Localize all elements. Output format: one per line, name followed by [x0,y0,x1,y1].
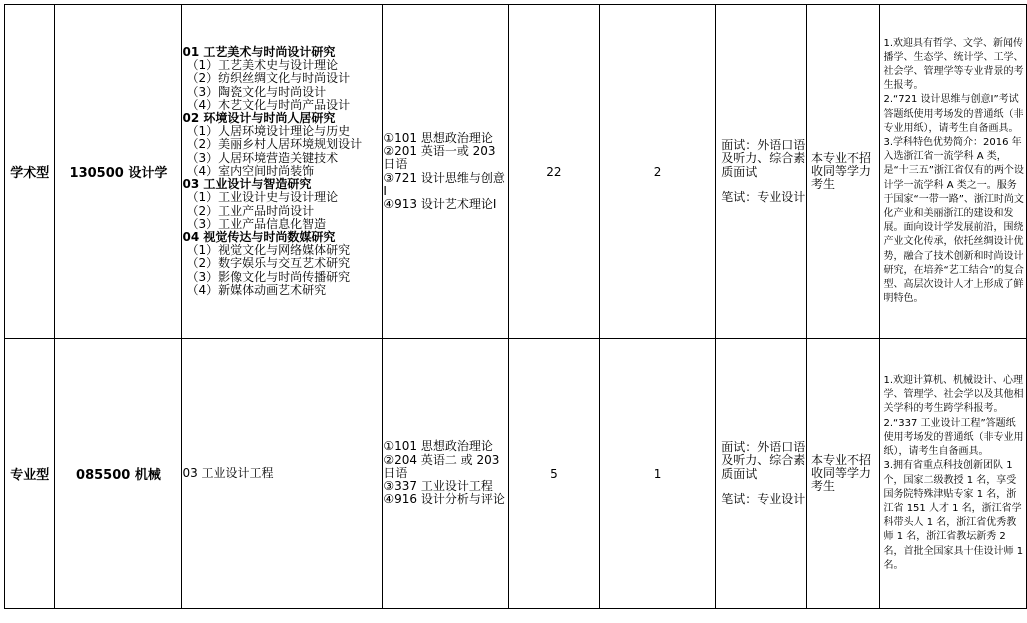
notes-cell [879,339,1026,609]
enrollment-cell: 22 [509,5,600,339]
degree-type-cell: 学术型 [5,5,55,339]
direction-title: 03 工业设计工程 [182,465,274,480]
major-cell: 085500 机械 [55,339,182,609]
degree-type-cell: 专业型 [5,339,55,609]
direction-item: （3）工业产品信息化智造 [186,216,327,231]
direction-title: 04 视觉传达与时尚数媒研究 [182,229,336,244]
direction-item: （4）木艺文化与时尚产品设计 [186,97,351,112]
direction-item: （3）陶瓷文化与时尚设计 [186,84,327,99]
retest-interview: 面试：外语口语及听力、综合素质面试 [721,138,806,179]
notes-text: 1.欢迎计算机、机械设计、心理学、管理学、社会学以及其他相关学科的考生跨学科报考。 2.“337 工业设计工程”答题纸使用考场发的普通纸（非专业用纸），请考生自备画具。 3.拥有省重点科技创新团队 1 个，国家二级教授 1 名，享受国务院特殊津贴专家 1 名，浙江省 151 人才 1 名，浙江省学科带头人 1 名，浙江省优秀教师 1 名，浙江省教坛新秀 2 名，首批全国家具十佳设计师 1 名。 [883,375,1024,571]
equivalent-text: 本专业不招收同等学力考生 [811,452,872,494]
retest-interview: 面试：外语口语及听力、综合素质面试 [721,440,806,481]
exam-subject: ①101 思想政治理论 [383,130,493,145]
recommended-cell: 2 [599,5,716,339]
research-directions-cell [182,339,383,609]
exam-subjects-cell [383,5,509,339]
retest-written: 笔试：专业设计 [721,491,806,506]
recommended-cell: 1 [599,339,716,609]
notes-text: 1.欢迎具有哲学、文学、新闻传播学、生态学、统计学、工学、社会学、管理学等专业背景的考生报考。 2.“721 设计思维与创意Ⅰ”考试答题纸使用考场发的普通纸（非专业用纸），请考生自备画具。 3.学科特色优势简介：2016 年入选浙江省一流学科 A 类，是“十三五”浙江省仅有的两个设计学一流学科 A 类之一。服务于国家“一带一路”、浙江时尚文化产业和美丽浙江的建设和发展。面向设计学发展前沿，围绕产业文化传承，依托丝绸设计优势，融合了技术创新和时尚设计研究，在培养“艺工结合”的复合型、高层次设计人才上形成了鲜明特色。 [883,37,1024,305]
direction-item: （1）工业设计史与设计理论 [186,190,339,205]
equivalent-cell [807,339,880,609]
table-row [5,5,1027,339]
direction-title: 03 工业设计与智造研究 [182,177,312,192]
direction-item: （1）工艺美术史与设计理论 [186,58,339,73]
table-row [5,339,1027,609]
major-cell: 130500 设计学 [55,5,182,339]
research-directions-cell [182,5,383,339]
exam-subject: ④913 设计艺术理论Ⅰ [383,196,497,211]
direction-item: （4）室内空间时尚装饰 [186,163,315,178]
direction-item: （4）新媒体动画艺术研究 [186,282,327,297]
retest-written: 笔试：专业设计 [721,189,806,204]
direction-item: （2）数字娱乐与交互艺术研究 [186,256,351,271]
retest-cell [716,5,807,339]
exam-subjects-cell [383,339,509,609]
exam-subject: ②204 英语二 或 203 日语 [383,452,500,480]
direction-item: （2）美丽乡村人居环境规划设计 [186,137,363,152]
direction-item: （2）工业产品时尚设计 [186,203,315,218]
direction-title: 01 工艺美术与时尚设计研究 [182,45,336,60]
equivalent-text: 本专业不招收同等学力考生 [811,150,872,192]
exam-subject: ①101 思想政治理论 [383,439,493,454]
enrollment-cell: 5 [509,339,600,609]
exam-subject: ③721 设计思维与创意Ⅰ [383,170,505,198]
admission-table [4,4,1027,609]
direction-item: （1）视觉文化与网络媒体研究 [186,243,351,258]
direction-item: （3）影像文化与时尚传播研究 [186,269,351,284]
equivalent-cell [807,5,880,339]
exam-subject: ②201 英语一或 203 日语 [383,144,496,172]
exam-subject: ③337 工业设计工程 [383,479,493,494]
notes-cell [879,5,1026,339]
direction-item: （3）人居环境营造关键技术 [186,150,339,165]
direction-title: 02 环境设计与时尚人居研究 [182,111,336,126]
exam-subject: ④916 设计分析与评论 [383,492,505,507]
direction-item: （2）纺织丝绸文化与时尚设计 [186,71,351,86]
retest-cell [716,339,807,609]
direction-item: （1）人居环境设计理论与历史 [186,124,351,139]
